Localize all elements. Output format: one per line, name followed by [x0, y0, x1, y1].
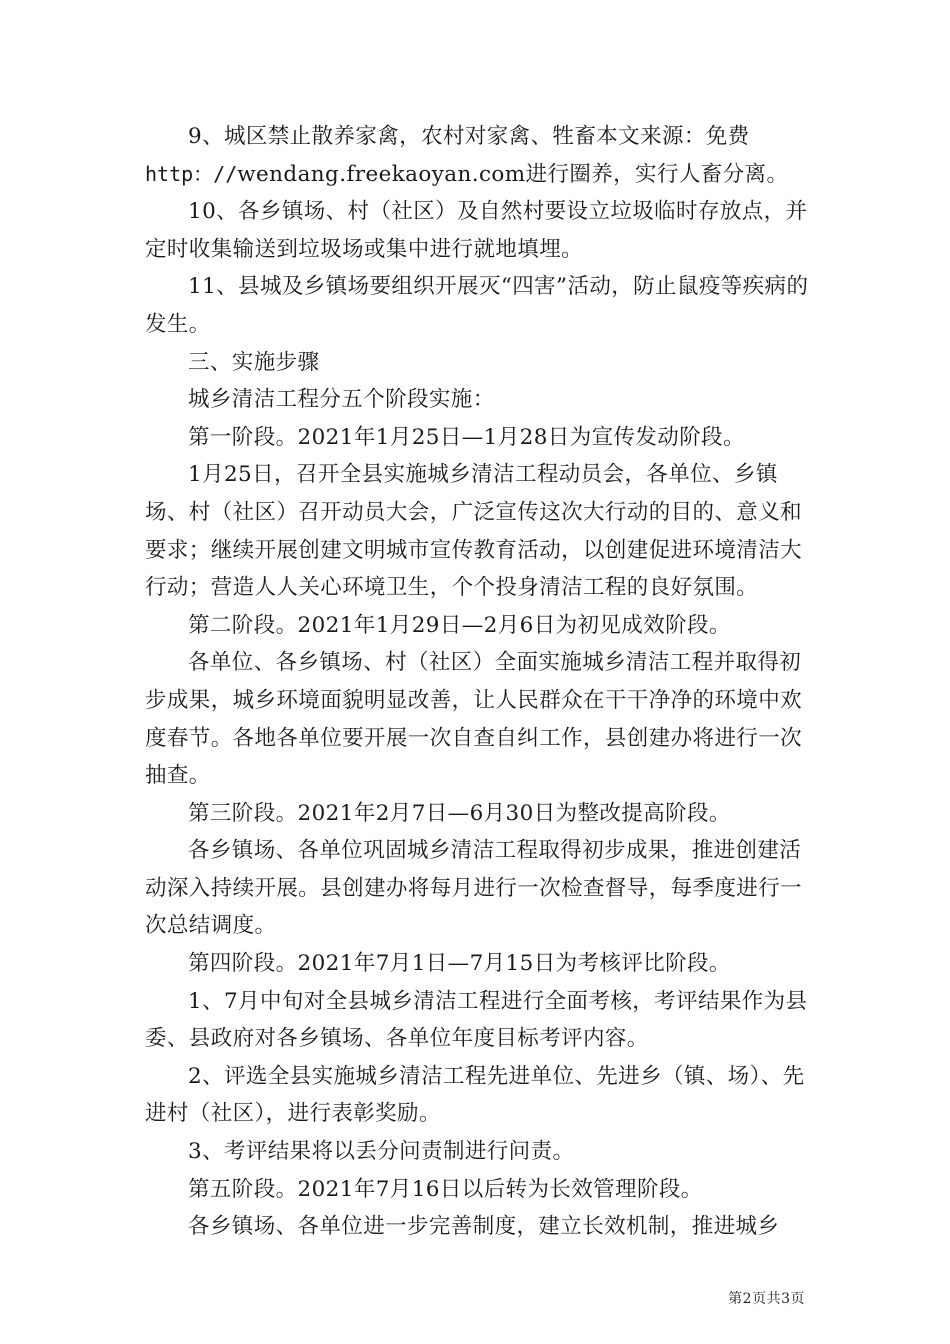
source-url-tail: wendang.freekaoyan.com进行圈养，实行人畜分离。 — [237, 161, 789, 187]
source-url-prefix: http：// — [145, 161, 238, 186]
stage-4-title: 第四阶段。2021年7月1日—7月15日为考核评比阶段。 — [188, 951, 731, 977]
stage-3-detail: 各乡镇场、各单位巩固城乡清洁工程取得初步成果，推进创建活动深入持续开展。县创建办将每月进行一次检查督导，每季度进行一次总结调度。 — [145, 838, 803, 939]
stage-5-title: 第五阶段。2021年7月16日以后转为长效管理阶段。 — [188, 1176, 703, 1202]
stage-4-item-2: 2、评选全县实施城乡清洁工程先进单位、先进乡（镇、场）、先进村（社区），进行表彰奖励。 — [145, 1063, 805, 1127]
stages-intro: 城乡清洁工程分五个阶段实施： — [188, 387, 495, 413]
paragraph-item-10: 10、各乡镇场、村（社区）及自然村要设立垃圾临时存放点，并定时收集输送到垃圾场或集中进行就地填埋。 — [145, 199, 808, 262]
paragraph-item-11: 11、县城及乡镇场要组织开展灭“四害”活动，防止鼠疫等疾病的发生。 — [145, 274, 809, 337]
stage-2-title: 第二阶段。2021年1月29日—2月6日为初见成效阶段。 — [188, 612, 731, 638]
stage-3-title: 第三阶段。2021年2月7日—6月30日为整改提高阶段。 — [188, 800, 731, 826]
document-body — [145, 118, 813, 1246]
stage-1-detail: 1月25日，召开全县实施城乡清洁工程动员会，各单位、乡镇场、村（社区）召开动员大会，广泛宣传这次大行动的目的、意义和要求；继续开展创建文明城市宣传教育活动，以创建促进环境清洁大行动；营造人人关心环境卫生，个个投身清洁工程的良好氛围。 — [145, 462, 803, 601]
paragraph-item-9: 9、城区禁止散养家禽，农村对家禽、牲畜本文来源：免费 http：//wendang.freekaoyan.com进行圈养，实行人畜分离。 — [145, 124, 789, 187]
section-heading-implementation: 三、实施步骤 — [188, 349, 320, 375]
stage-2-detail: 各单位、各乡镇场、村（社区）全面实施城乡清洁工程并取得初步成果，城乡环境面貌明显改善，让人民群众在干干净净的环境中欢度春节。各地各单位要开展一次自查自纠工作，县创建办将进行一次抽查。 — [145, 650, 803, 789]
stage-4-item-3: 3、考评结果将以丢分问责制进行问责。 — [188, 1139, 575, 1165]
stage-1-title: 第一阶段。2021年1月25日—1月28日为宣传发动阶段。 — [188, 424, 745, 450]
stage-5-detail: 各乡镇场、各单位进一步完善制度，建立长效机制，推进城乡 — [188, 1214, 780, 1240]
page-number: 第2页共3页 — [728, 1291, 805, 1307]
stage-4-item-1: 1、7月中旬对全县城乡清洁工程进行全面考核，考评结果作为县委、县政府对各乡镇场、各单位年度目标考评内容。 — [145, 988, 808, 1052]
